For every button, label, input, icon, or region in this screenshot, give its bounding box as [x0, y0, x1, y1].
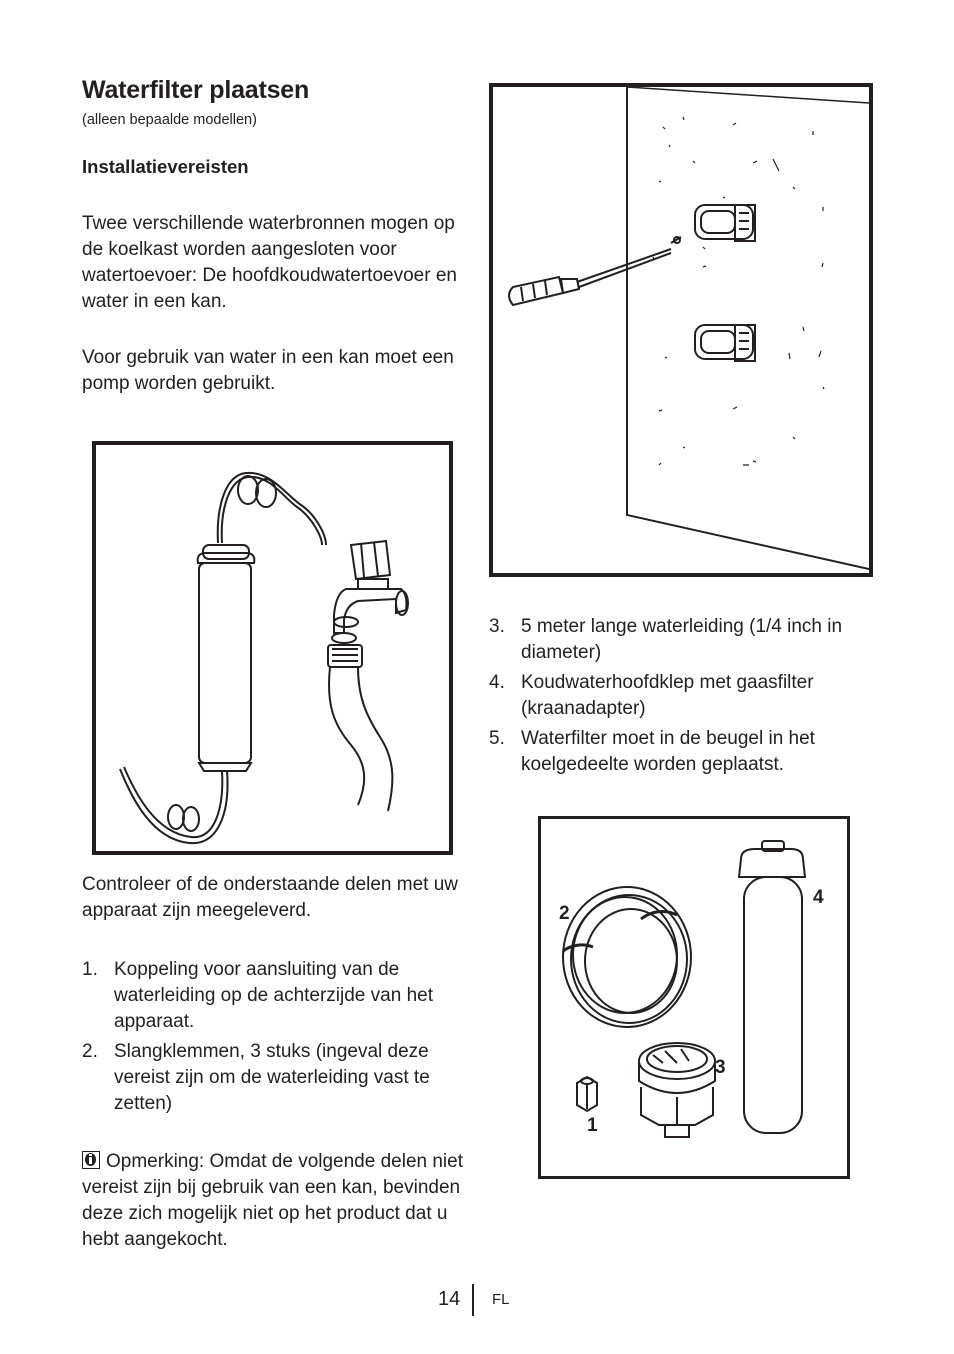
section-heading: Installatievereisten	[82, 156, 249, 177]
language-code: FL	[492, 1291, 510, 1308]
list-item-number: 4.	[489, 672, 505, 693]
check-paragraph: Controleer of de onderstaande delen met uw apparaat zijn meegeleverd.	[82, 874, 459, 921]
list-item-text: Waterfilter moet in de beugel in het koelgedeelte worden geplaatst.	[521, 728, 815, 775]
list-item-number: 2.	[82, 1041, 98, 1062]
note-block	[82, 1149, 467, 1253]
note-text: Opmerking: Omdat de volgende delen niet vereist zijn bij gebruik van een kan, bevinden deze zich mogelijk niet op het product dat u hebt aangekocht.	[82, 1151, 463, 1250]
page-title: Waterfilter plaatsen	[82, 76, 310, 104]
clamp-mounting-illustration	[489, 83, 873, 577]
page-subtitle: (alleen bepaalde modellen)	[82, 112, 257, 128]
part-label-2: 2	[559, 903, 570, 924]
footer-divider	[472, 1284, 474, 1316]
list-item	[489, 614, 869, 666]
parts-list-left	[82, 957, 462, 1121]
parts-illustration	[538, 816, 850, 1179]
list-item	[82, 957, 462, 1035]
list-item	[489, 726, 869, 778]
list-item-number: 1.	[82, 959, 98, 980]
info-icon	[82, 1151, 100, 1169]
page-number: 14	[438, 1288, 461, 1310]
list-item-number: 5.	[489, 728, 505, 749]
part-label-3: 3	[715, 1057, 726, 1078]
part-label-1: 1	[587, 1115, 598, 1136]
intro-paragraph: Twee verschillende waterbronnen mogen op de koelkast worden aangesloten voor watertoevoer: De hoofdkoudwatertoevoer en water in een kan.	[82, 213, 457, 312]
part-label-4: 4	[813, 887, 824, 908]
list-item-number: 3.	[489, 616, 505, 637]
list-item-text: Koppeling voor aansluiting van de waterleiding op de achterzijde van het apparaat.	[114, 959, 433, 1032]
pump-paragraph: Voor gebruik van water in een kan moet een pomp worden gebruikt.	[82, 347, 454, 394]
filter-faucet-illustration	[92, 441, 453, 855]
parts-list-right	[489, 614, 869, 782]
list-item-text: 5 meter lange waterleiding (1/4 inch in diameter)	[521, 616, 843, 663]
list-item-text: Slangklemmen, 3 stuks (ingeval deze vereist zijn om de waterleiding vast te zetten)	[114, 1041, 430, 1114]
list-item	[489, 670, 869, 722]
list-item-text: Koudwaterhoofdklep met gaasfilter (kraanadapter)	[521, 672, 814, 719]
list-item	[82, 1039, 462, 1117]
